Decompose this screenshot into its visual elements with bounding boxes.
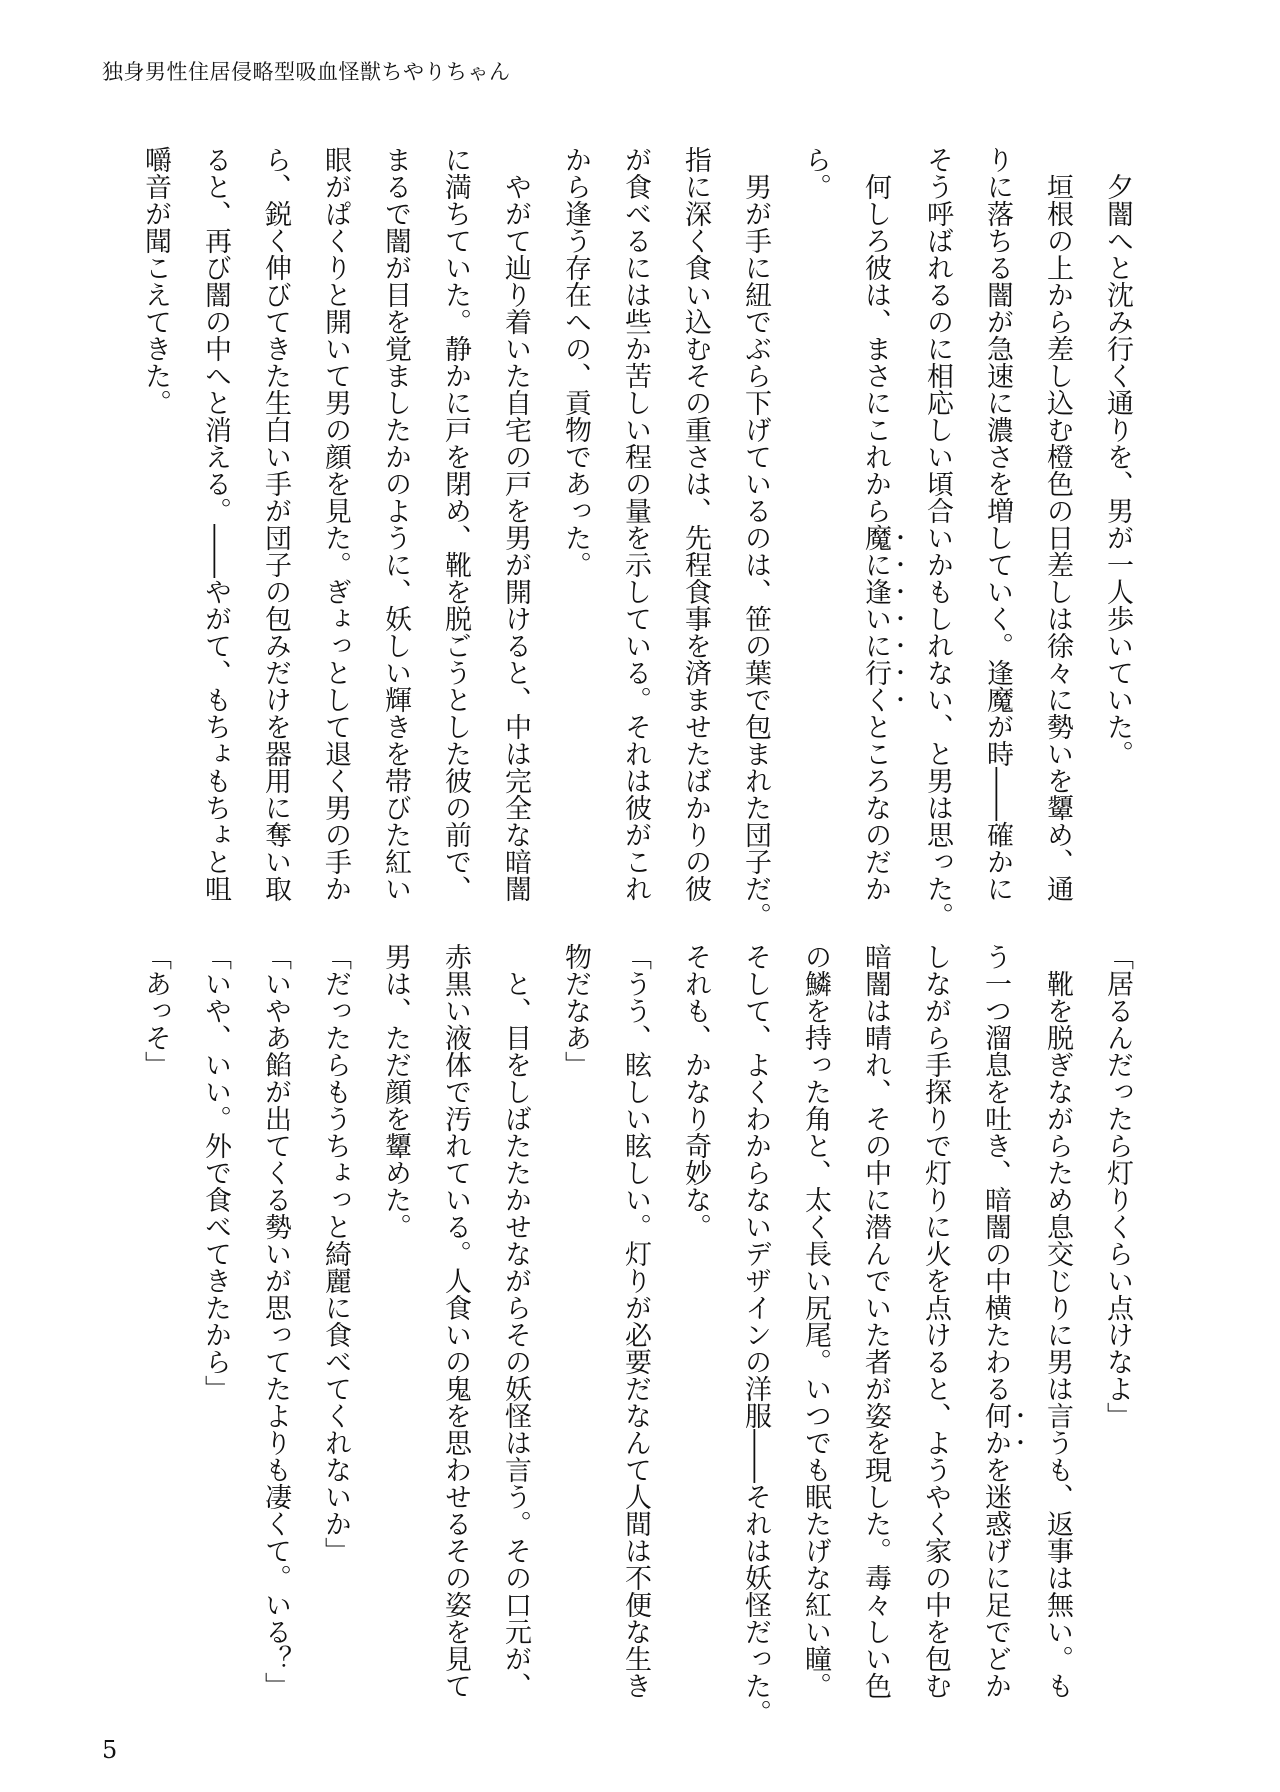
text-run: それも、かなり奇妙な。 [680,943,711,1240]
emphasized-text: 魔に逢いに行く [860,524,891,713]
text-column [1087,943,1147,1723]
text-run: 「あっそ」 [140,943,171,1078]
text-column [967,146,1027,926]
emphasized-text: 何か [980,1402,1011,1456]
text-run: 指に深く食い込むその重さは、先程食事を済ませたばかりの彼 [680,146,711,902]
text-column [425,146,485,926]
text-column [545,146,605,926]
text-column [605,943,665,1723]
text-run: 物だなあ」 [560,943,591,1078]
text-column [907,146,967,929]
text-run: そして、よくわからないデザインの洋服――それは妖怪だった。 [740,943,771,1726]
text-run: 垣根の上から差し込む橙色の日差しは徐々に勢いを顰め、通 [1042,146,1073,902]
text-column [545,943,605,1723]
text-run: 「いやあ餡が出てくる勢いが思ってたよりも凄くて。いる？」 [260,943,291,1699]
text-run: 眼がぱくりと開いて男の顔を見た。ぎょっとして退く男の手か [320,146,351,902]
text-column [425,943,485,1723]
text-run: りに落ちる闇が急速に濃さを増していく。逢魔が時――確かに [982,146,1013,902]
text-column [365,943,425,1723]
text-run: が食べるには些か苦しい程の量を示している。それは彼がこれ [620,146,651,902]
text-run: 靴を脱ぎながらため息交じりに男は言うも、返事は無い。も [1042,943,1073,1699]
text-run: 何しろ彼は、まさにこれから [860,146,891,524]
text-column [725,943,785,1726]
text-run: ると、再び闇の中へと消える。――やがて、もちょもちょと咀 [200,146,231,902]
text-run: 嚼音が聞こえてきた。 [140,146,171,416]
text-run: から逢う存在への、貢物であった。 [560,146,591,578]
text-column [185,943,245,1723]
text-column [485,146,545,926]
text-run: まるで闇が目を覚ましたかのように、妖しい輝きを帯びた紅い [380,146,411,902]
text-column [245,943,305,1723]
text-run: 「居るんだったら灯りくらい点けなよ」 [1102,943,1133,1429]
text-run: と、目をしばたたかせながらその妖怪は言う。その口元が、 [500,943,531,1699]
text-column [1027,146,1087,926]
text-run: 夕闇へと沈み行く通りを、男が一人歩いていた。 [1102,146,1133,767]
text-run: そう呼ばれるのに相応しい頃合いかもしれない、と男は思った。 [922,146,953,929]
text-column [665,943,725,1723]
text-column [1027,943,1087,1723]
body-text-top-block [125,146,1147,929]
text-run: ら、鋭く伸びてきた生白い手が団子の包みだけを器用に奪い取 [260,146,291,902]
text-run: 「いや、いい。外で食べてきたから」 [200,943,231,1402]
text-run: の鱗を持った角と、太く長い尻尾。いつでも眠たげな紅い瞳。 [800,943,831,1699]
text-column [905,943,965,1723]
text-run: やがて辿り着いた自宅の戸を男が開けると、中は完全な暗闇 [500,146,531,902]
text-column [845,146,907,926]
text-column [605,146,665,926]
running-header-title: 独身男性住居侵略型吸血怪獣ちやりちゃん [102,60,511,84]
text-column [725,146,785,929]
text-run: 「だったらもうちょっと綺麗に食べてくれないか」 [320,943,351,1564]
text-run: 暗闇は晴れ、その中に潜んでいた者が姿を現した。毒々しい色 [860,943,891,1699]
text-run: に満ちていた。静かに戸を閉め、靴を脱ごうとした彼の前で、 [440,146,471,902]
text-run: 赤黒い液体で汚れている。人食いの鬼を思わせるその姿を見て [440,943,471,1699]
text-run: を迷惑げに足でどか [980,1456,1011,1699]
text-run: 「うう、眩しい眩しい。灯りが必要だなんて人間は不便な生き [620,943,651,1699]
text-run: ら。 [800,146,831,200]
text-run: 男が手に紐でぶら下げているのは、笹の葉で包まれた団子だ。 [740,146,771,929]
text-column [785,146,845,926]
text-column [1087,146,1147,926]
text-run: 男は、ただ顔を顰めた。 [380,943,411,1240]
text-column [845,943,905,1723]
text-run: しながら手探りで灯りに火を点けると、ようやく家の中を包む [920,943,951,1699]
text-column [125,146,185,926]
body-text-bottom-block [125,943,1147,1726]
text-run: う一つ溜息を吐き、暗闇の中横たわる [980,943,1011,1402]
text-column [305,943,365,1723]
text-run: ところなのだか [860,713,891,902]
text-column [485,943,545,1723]
text-column [185,146,245,926]
text-column [965,943,1027,1723]
text-column [245,146,305,926]
text-column [365,146,425,926]
text-column [785,943,845,1723]
page-number: 5 [102,1736,118,1764]
text-column [665,146,725,926]
text-column [125,943,185,1723]
text-column [305,146,365,926]
